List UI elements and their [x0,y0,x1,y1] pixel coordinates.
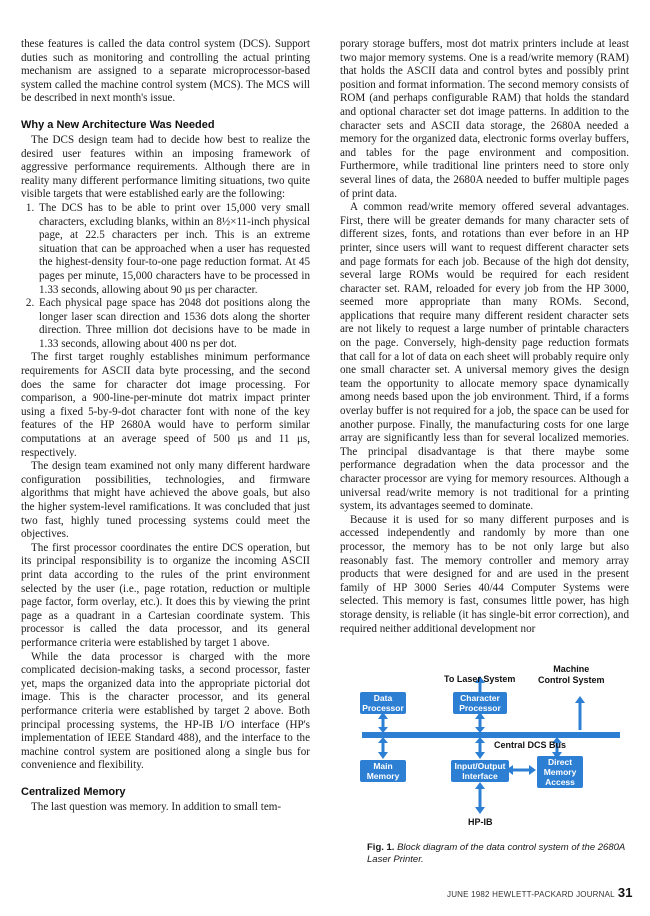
caption-label: Fig. 1. [367,842,395,853]
label-hpib: HP-IB [468,817,493,827]
io-interface-box: Input/Output Interface [451,760,509,782]
central-bus-bar [362,732,620,738]
list-item: 2. Each physical page space has 2048 dot positions along the longer laser scan direction and 1536 dots along the shorter direction. Three million dot decisions have to be made in 1.33 seconds, allowing about 400 ns per dot. [37,297,310,351]
numbered-list [21,202,310,352]
paragraph: porary storage buffers, most dot matrix printers include at least two major memory systems. One is a read/write memory (RAM) that holds the ASCII data and control bytes and possibly print position and format information. The second memory consists of ROM (and perhaps configurable RAM) that holds the standard and optional character set dot image patterns. In addition to the character sets and ASCII data storage, the 2680A needed a memory for the organized data, electronic forms overlay buffers, and tables for the page environment and composition. Furthermore, while traditional line printers need to store only several lines of data, the 2680A needed to buffer multiple pages of print data. [340,38,629,200]
section-heading: Why a New Architecture Was Needed [21,118,215,131]
list-item: 1. The DCS has to be able to print over 15,000 very small characters, excluding blanks, within an 8½×11-inch physical page, at 22.5 characters per inch. This is an extreme situation that can be approached when a user has requested the highest-density four-to-one page reduction format. At 45 pages per minute, 15,000 characters have to be processed in 1.33 seconds, allowing about 90 μs per character. [37,202,310,297]
dma-box: Direct Memory Access [537,756,583,788]
label-machine-control: Machine Control System [538,664,605,685]
caption-text: Block diagram of the data control system of the 2680A Laser Printer. [367,842,625,865]
label-to-laser: To Laser System [444,674,516,684]
paragraph: A common read/write memory offered several advantages. First, there will be greater demands for many character sets of different sizes, fonts, and rotations than ever before in an HP printer, since users will want to request different character sets and page formats for each job. Because of the high dot density, several large ROMs would be required for each resident character set. RAM, reloaded for every job from the HP 3000, seemed more appropriate than many ROMs. Second, applications that require many different resident character sets are not likely to request a large number of printable characters on the page. Conversely, high-density page reduction formats that call for a lot of data on each sheet will probably require only one small character set. A universal memory gives the design team the opportunity to allocate memory space dynamically among needs based upon the job environment. Third, if a forms overlay buffer is not required for a job, the space can be used for another purpose. Finally, the manufacturing costs for one large array are significantly less than for several localized memories. The principal disadvantage is that there maybe some performance degradation when the data processor and the character processor are vying for memory resources. Although a universal read/write memory is not traditional for a printing system, its advantages seemed to dominate. [340,201,629,513]
paragraph: The DCS design team had to decide how best to realize the desired user features within an imposing framework of aggressive performance requirements. Although there are in reality many different performance limiting situations, two quite visible targets that were established early are the following: [21,133,310,201]
paragraph: The design team examined not only many different hardware configuration possibilities, technologies, and firmware algorithms that might have achieved the above goals, but also the higher system-level ramifications. It was concluded that just two fast, highly tuned processing systems could meet the objectives. [21,460,310,541]
label-central-bus: Central DCS Bus [494,740,567,750]
paragraph: The first processor coordinates the entire DCS operation, but its principal responsibility is to organize the incoming ASCII print data according to the rules of the print environment selected by the user (i.e., page rotation, reduction or multiple page factor, form overlay, etc.). It does this by viewing the print page as a quadrant in a Cartesian coordinate system. This processor is called the data processor, and its general performance criteria were established by target 1 above. [21,541,310,649]
paragraph: The last question was memory. In addition to small tem- [31,800,282,813]
data-processor-box: Data Processor [360,692,406,714]
page-number: 31 [617,885,633,900]
block-diagram [352,664,632,827]
journal-name: JUNE 1982 HEWLETT-PACKARD JOURNAL [447,890,615,899]
paragraph: Because it is used for so many different purposes and is accessed independently and randomly by more than one processor, the memory has to be not only large but also reasonably fast. The memory controller and memory array products that were designed for and are used in the present family of HP 3000 Series 40/44 Computer Systems were selected. This memory is fast, consumes little power, has high storage density, is reliable (it has single-bit error correction), and required neither additional development nor [340,513,629,635]
figure-caption [367,842,637,866]
paragraph: The first target roughly establishes minimum performance requirements for ASCII data byte processing, and the second does the same for character dot image processing. For comparison, a 900-line-per-minute dot matrix impact printer using a fixed 5-by-9-dot character font with none of the key features of the HP 2680A would have to perform similar computations at an average speed of 500 μs and 11 μs, respectively. [21,351,310,459]
left-column [21,38,310,814]
right-column [340,38,629,636]
paragraph: While the data processor is charged with the more complicated decision-making tasks, a second processor, faster yet, maps the organized data into the appropriate pictorial dot image. This is the character processor, and its general performance criteria were established by target 2 above. Both principal processing systems, the HP-IB I/O interface (HP's implementation of IEEE Standard 488), and the interface to the machine control system are positioned along a single bus for convenience and flexibility. [21,650,310,772]
paragraph: these features is called the data control system (DCS). Support duties such as monitoring and controlling the actual printing mechanism are assigned to a separate microprocessor-based system called the machine control system (MCS). The MCS will be described in next month's issue. [21,38,310,105]
main-memory-box: Main Memory [360,760,406,782]
page-footer [447,885,633,900]
section-heading: Centralized Memory [21,785,126,798]
character-processor-box: Character Processor [453,692,507,714]
